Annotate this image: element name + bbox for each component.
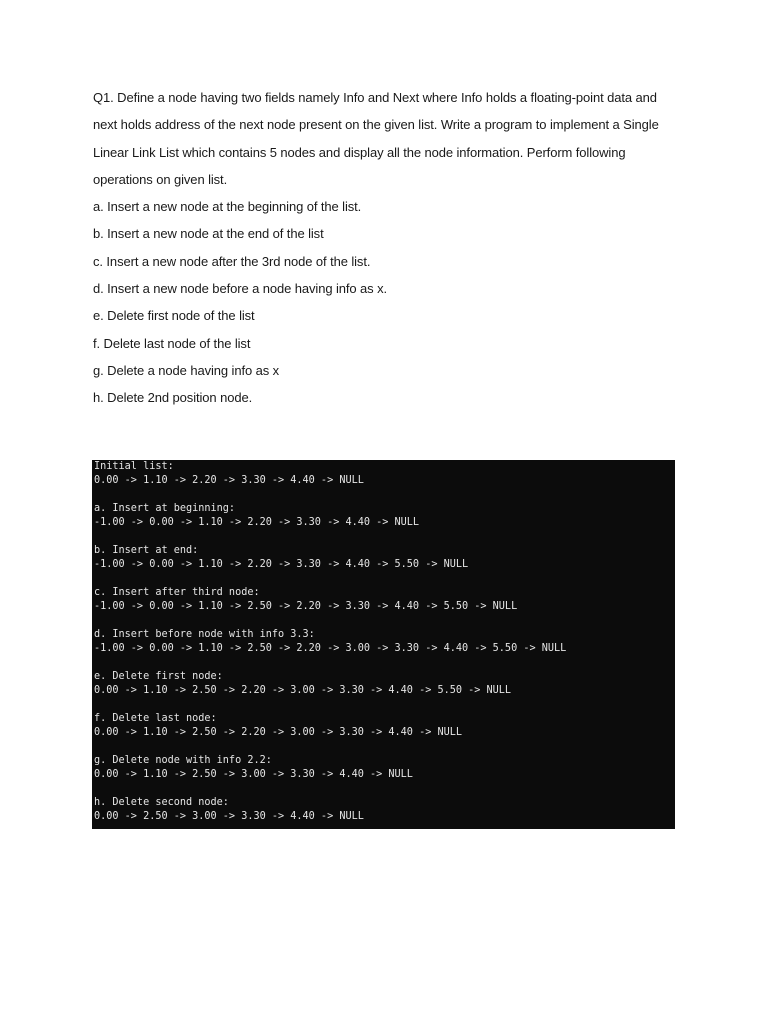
console-output-line: -1.00 -> 0.00 -> 1.10 -> 2.50 -> 2.20 -> 3.00 -> 3.30 -> 4.40 -> 5.50 -> NULL: [94, 643, 567, 654]
console-block-e: [94, 670, 675, 698]
question-section: [93, 84, 683, 412]
console-heading: h. Delete second node:: [94, 797, 229, 808]
console-output-line: -1.00 -> 0.00 -> 1.10 -> 2.20 -> 3.30 -> 4.40 -> 5.50 -> NULL: [94, 559, 469, 570]
operation-item-f: f. Delete last node of the list: [93, 335, 251, 351]
operations-list: [93, 193, 683, 411]
operation-item-e: e. Delete first node of the list: [93, 308, 255, 324]
console-heading: g. Delete node with info 2.2:: [94, 755, 272, 766]
console-heading: c. Insert after third node:: [94, 587, 260, 598]
question-intro: Q1. Define a node having two fields namely Info and Next where Info holds a floating-point data and next holds address of the next node present on the given list. Write a program to implement a Single Linear Link List which contains 5 nodes and display all the node information. Perform following operations on given list.: [93, 90, 659, 187]
console-heading: d. Insert before node with info 3.3:: [94, 629, 315, 640]
console-block-c: [94, 586, 675, 614]
console-block-b: [94, 544, 675, 572]
console-block-f: [94, 712, 675, 740]
console-heading: e. Delete first node:: [94, 671, 223, 682]
operation-item-d: d. Insert a new node before a node having info as x.: [93, 281, 388, 297]
console-output-line: 0.00 -> 1.10 -> 2.50 -> 2.20 -> 3.00 -> 3.30 -> 4.40 -> NULL: [94, 727, 463, 738]
console-block-initial: [94, 460, 675, 488]
operation-item-a: a. Insert a new node at the beginning of the list.: [93, 199, 362, 215]
console-output-line: 0.00 -> 1.10 -> 2.20 -> 3.30 -> 4.40 -> NULL: [94, 475, 364, 486]
console-block-d: [94, 628, 675, 656]
console-block-g: [94, 754, 675, 782]
operation-item-h: h. Delete 2nd position node.: [93, 390, 253, 406]
console-block-h: [94, 796, 675, 824]
console-output-line: 0.00 -> 2.50 -> 3.00 -> 3.30 -> 4.40 -> NULL: [94, 811, 364, 822]
console-output-line: -1.00 -> 0.00 -> 1.10 -> 2.20 -> 3.30 -> 4.40 -> NULL: [94, 517, 420, 528]
console-heading: a. Insert at beginning:: [94, 503, 236, 514]
console-heading: b. Insert at end:: [94, 545, 199, 556]
console-output-line: 0.00 -> 1.10 -> 2.50 -> 2.20 -> 3.00 -> 3.30 -> 4.40 -> 5.50 -> NULL: [94, 685, 512, 696]
console-output-line: 0.00 -> 1.10 -> 2.50 -> 3.00 -> 3.30 -> 4.40 -> NULL: [94, 769, 413, 780]
operation-item-c: c. Insert a new node after the 3rd node of the list.: [93, 253, 371, 269]
console-heading: Initial list:: [94, 461, 174, 472]
operation-item-b: b. Insert a new node at the end of the list: [93, 226, 324, 242]
console-block-a: [94, 502, 675, 530]
console-heading: f. Delete last node:: [94, 713, 217, 724]
console-output-line: -1.00 -> 0.00 -> 1.10 -> 2.50 -> 2.20 -> 3.30 -> 4.40 -> 5.50 -> NULL: [94, 601, 518, 612]
operation-item-g: g. Delete a node having info as x: [93, 362, 280, 378]
console-output-screenshot: [92, 460, 675, 829]
